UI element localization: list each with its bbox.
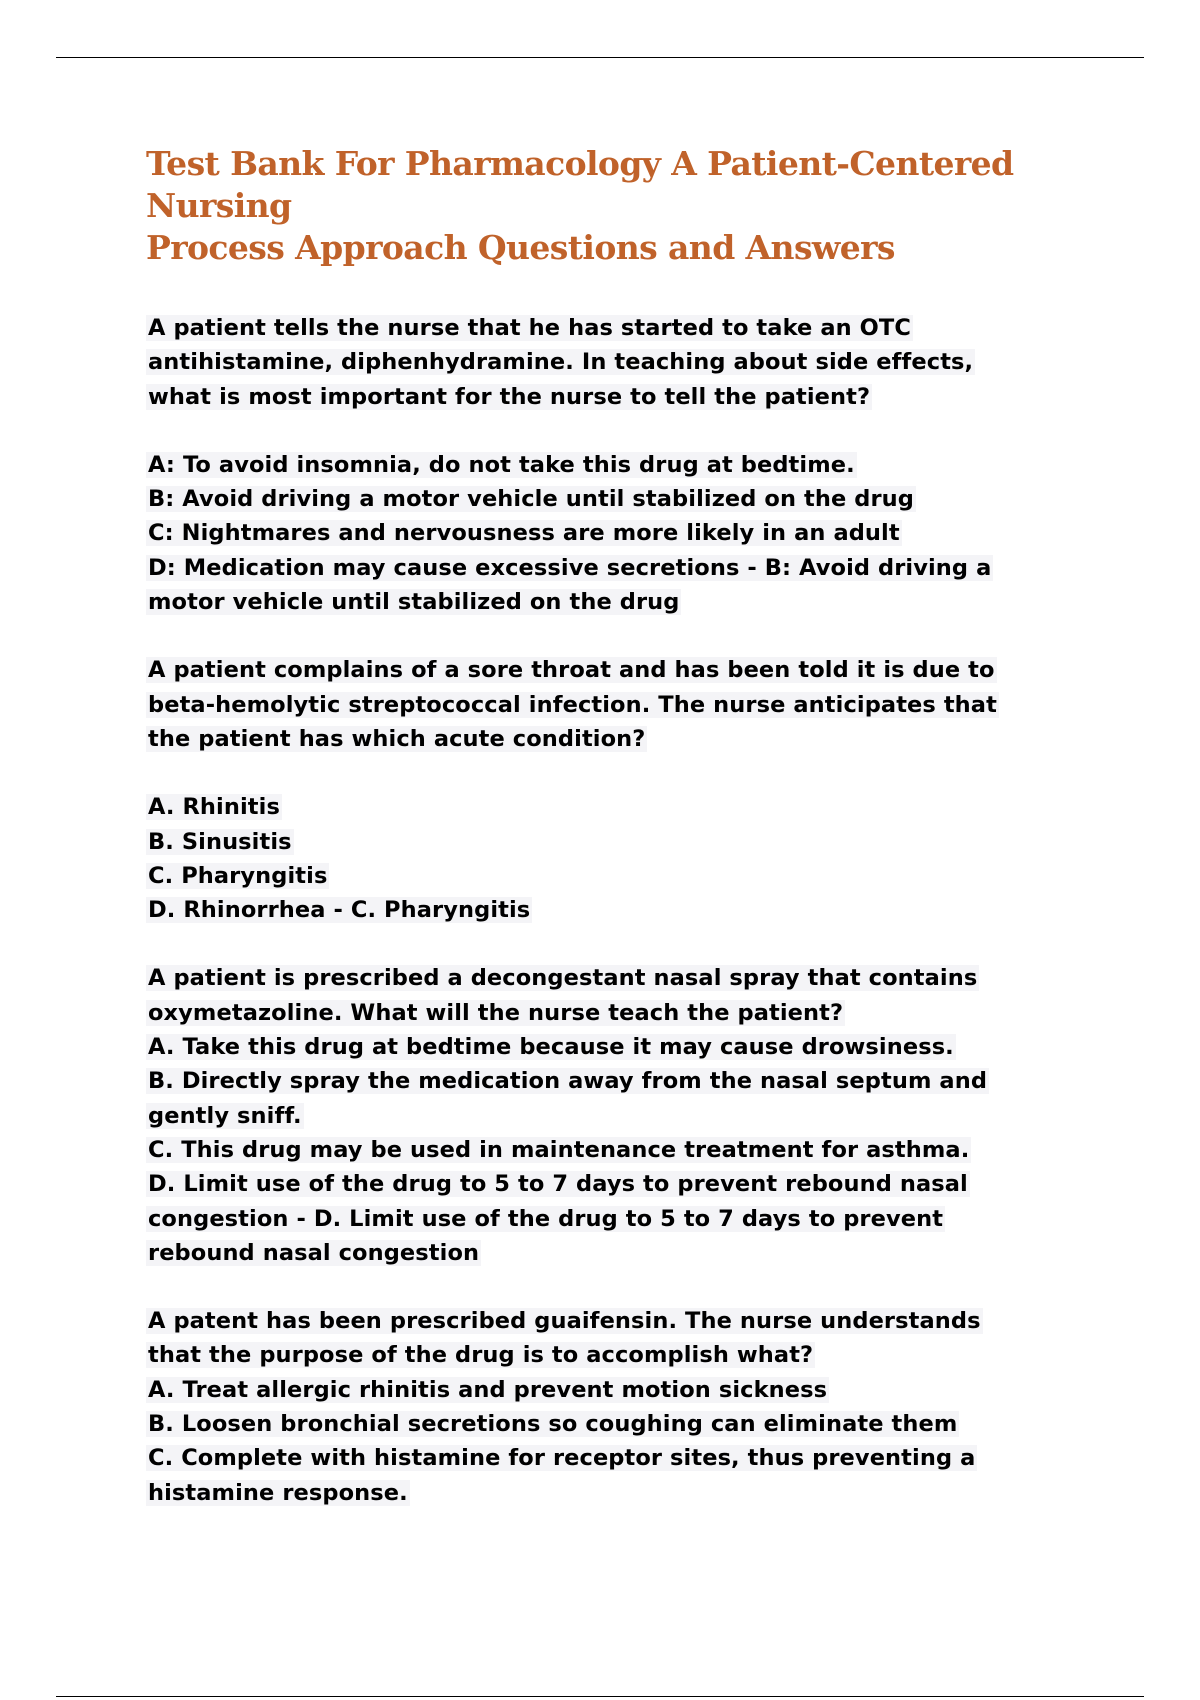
question-block <box>146 961 1076 1270</box>
question-line: oxymetazoline. What will the nurse teach the patient? <box>148 999 844 1026</box>
top-rule <box>56 57 1144 58</box>
answer-option: C: Nightmares and nervousness are more likely in an adult <box>148 520 900 547</box>
answer-option: rebound nasal congestion <box>148 1239 480 1266</box>
title-line: Test Bank For Pharmacology A Patient-Centered Nursing <box>146 144 1014 225</box>
question-line: what is most important for the nurse to tell the patient? <box>148 383 871 410</box>
answer-option: B. Directly spray the medication away from the nasal septum and <box>148 1068 988 1095</box>
question-block <box>146 653 1076 927</box>
question-line: A patent has been prescribed guaifensin. The nurse understands <box>148 1308 981 1335</box>
answer-option: C. This drug may be used in maintenance treatment for asthma. <box>148 1136 970 1163</box>
bottom-rule <box>56 1696 1144 1697</box>
question-line: the patient has which acute condition? <box>148 725 646 752</box>
answer-option: histamine response. <box>148 1479 408 1506</box>
answer-option: C. Complete with histamine for receptor sites, thus preventing a <box>148 1445 976 1472</box>
question-line: that the purpose of the drug is to accomplish what? <box>148 1342 814 1369</box>
question-block <box>146 1304 1076 1510</box>
question-line: beta-hemolytic streptococcal infection. The nurse anticipates that <box>148 691 997 718</box>
question-line: A patient complains of a sore throat and has been told it is due to <box>148 657 995 684</box>
title-line: Process Approach Questions and Answers <box>146 228 895 267</box>
answer-option: A. Take this drug at bedtime because it may cause drowsiness. <box>148 1034 954 1061</box>
answer-option: C. Pharyngitis <box>148 862 328 889</box>
answer-option: congestion - D. Limit use of the drug to 5 to 7 days to prevent <box>148 1205 944 1232</box>
page-title <box>146 143 1076 269</box>
answer-option: gently sniff. <box>148 1102 302 1129</box>
question-line: A patient is prescribed a decongestant nasal spray that contains <box>148 965 978 992</box>
answer-option: B. Loosen bronchial secretions so coughing can eliminate them <box>148 1411 958 1438</box>
document-body <box>146 143 1076 1544</box>
answer-option: motor vehicle until stabilized on the drug <box>148 589 680 616</box>
answer-option: A: To avoid insomnia, do not take this drug at bedtime. <box>148 451 855 478</box>
answer-option: D. Rhinorrhea - C. Pharyngitis <box>148 897 531 924</box>
answer-option: A. Rhinitis <box>148 794 280 821</box>
question-block <box>146 311 1076 619</box>
question-line: A patient tells the nurse that he has started to take an OTC <box>148 315 911 341</box>
question-line: antihistamine, diphenhydramine. In teaching about side effects, <box>148 349 974 376</box>
answer-option: B. Sinusitis <box>148 828 292 855</box>
answer-option: D: Medication may cause excessive secretions - B: Avoid driving a <box>148 554 992 581</box>
answer-option: B: Avoid driving a motor vehicle until stabilized on the drug <box>148 486 915 513</box>
answer-option: D. Limit use of the drug to 5 to 7 days to prevent rebound nasal <box>148 1171 968 1198</box>
answer-option: A. Treat allergic rhinitis and prevent motion sickness <box>148 1376 828 1403</box>
